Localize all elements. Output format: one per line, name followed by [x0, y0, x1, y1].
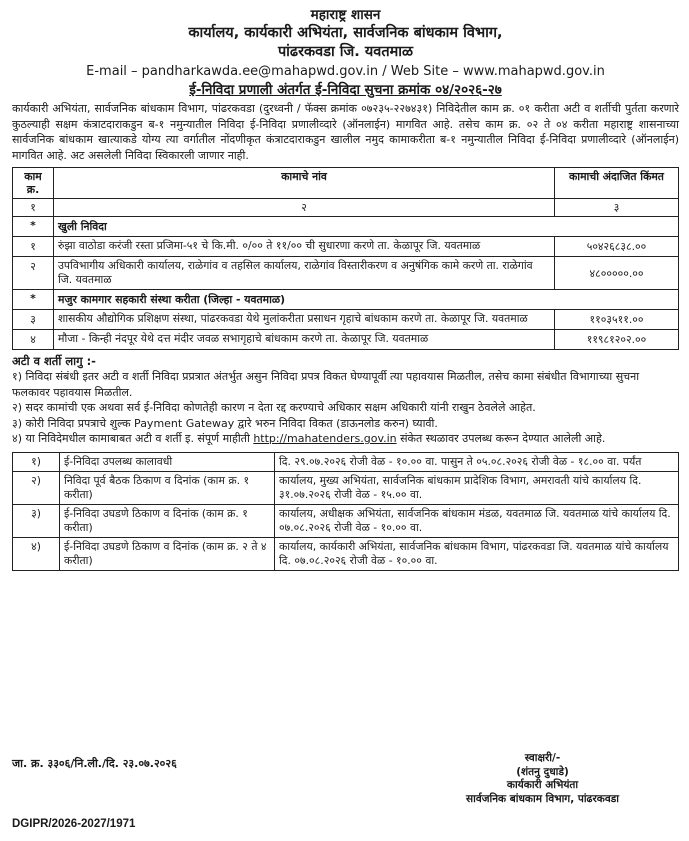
work-name: शासकीय औद्योगिक प्रशिक्षण संस्था, पांढरकवडा येथे मुलांकरीता प्रसाधन गृहाचे बांधकाम करणे ता. केळापूर जि. यवतमाळ [54, 310, 555, 330]
term-text: संकेत स्थळावर उपलब्ध करून देण्यात आलेली आहे. [396, 432, 606, 445]
category-label: मजुर कामगार सहकारी संस्था करीता (जिल्हा - यवतमाळ) [54, 290, 679, 310]
schedule-sr: १) [13, 453, 60, 472]
table-row [13, 505, 679, 538]
category-row-labour-society [13, 290, 679, 310]
term-item: २) सदर कामांची एक अथवा सर्व ई-निविदा कोणतेही कारण न देता रद्द करण्याचे अधिकार सक्षम अधिकारी यांनी राखुन ठेवलेले आहेत. [12, 401, 536, 415]
table-row [13, 472, 679, 505]
work-name: रुंझा वाठोडा करंजी रस्ता प्रजिमा-५१ चे कि.मी. ०/०० ते ११/०० ची सुधारणा करणे ता. केळापूर जि. यवतमाळ [54, 237, 555, 257]
work-cost: ५०४२६८३८.०० [555, 237, 679, 257]
term-text: ४) या निविदेमधील कामाबाबत अटी व शर्ती इ. संपूर्ण माहीती [12, 432, 254, 445]
work-name: मौजा - किन्ही नंदपूर येथे दत्त मंदीर जवळ सभागृहाचे बांधकाम करणे ता. केळापूर जि. यवतमाळ [54, 330, 555, 350]
col-work-no: काम क्र. [13, 168, 54, 199]
signature-mark: स्वाक्षरी/- [524, 752, 561, 764]
work-no: ४ [13, 330, 54, 350]
dgipr-number: DGIPR/2026-2027/1971 [12, 818, 136, 830]
works-table [12, 167, 679, 350]
work-cost: ११९८१२०२.०० [555, 330, 679, 350]
schedule-detail: कार्यालय, मुख्य अभियंता, सार्वजनिक बांधकाम प्रादेशिक विभाग, अमरावती यांचे कार्यालय दि. ३१.०७.२०२६ रोजी वेळ - १५.०० वा. [275, 472, 679, 505]
category-label: खुली निविदा [54, 217, 679, 237]
terms-list [12, 369, 679, 446]
terms-title: अटी व शर्ती लागु :- [12, 354, 96, 369]
col-number: २ [54, 199, 555, 217]
schedule-table [12, 452, 679, 571]
table-row [13, 453, 679, 472]
office-location: पांढरकवडा जि. यवतमाळ [277, 44, 414, 60]
schedule-item: ई-निविदा उघडणे ठिकाण व दिनांक (काम क्र. १ करीता) [60, 505, 275, 538]
table-row [13, 310, 679, 330]
schedule-detail: कार्यालय, कार्यकारी अभियंता, सार्वजनिक बांधकाम विभाग, पांढरकवडा जि. यवतमाळ यांचे कार्यालय दि. ०७.०८.२०२६ रोजी वेळ - १०.०० वा. [275, 538, 679, 571]
column-number-row [13, 199, 679, 217]
table-row [13, 257, 679, 290]
term-item: ३) कोरी निविदा प्रपत्राचे शुल्क Payment Gateway द्वारे भरुन निविदा विकत (डाऊनलोड करुन) घ्यावी. [12, 416, 438, 430]
mahatenders-link[interactable]: http://mahatenders.gov.in [253, 432, 397, 445]
schedule-sr: ३) [13, 505, 60, 538]
term-item [12, 431, 679, 446]
schedule-detail: दि. २९.०७.२०२६ रोजी वेळ - १०.०० वा. पासुन ते ०५.०८.२०२६ रोजी वेळ - १८.०० वा. पर्यंत [275, 453, 679, 472]
contact-line: E-mail – pandharkawda.ee@mahapwd.gov.in / Web Site – www.mahapwd.gov.in [86, 64, 605, 79]
table-row [13, 330, 679, 350]
table-row [13, 237, 679, 257]
work-no: १ [13, 237, 54, 257]
signature-block [466, 752, 619, 806]
signatory-name: (शंतनु दुधाडे) [516, 765, 569, 778]
signatory-office: सार्वजनिक बांधकाम विभाग, पांढरकवडा [466, 792, 619, 805]
table-row [13, 538, 679, 571]
work-cost: ११०३५११.०० [555, 310, 679, 330]
category-marker: * [13, 217, 54, 237]
schedule-item: ई-निविदा उपलब्ध कालावधी [60, 453, 275, 472]
schedule-sr: २) [13, 472, 60, 505]
signatory-designation: कार्यकारी अभियंता [506, 779, 579, 791]
work-cost: ४८०००००.०० [555, 257, 679, 290]
col-work-name: कामाचे नांव [54, 168, 555, 199]
govt-title: महाराष्ट्र शासन [310, 7, 381, 23]
schedule-item: निविदा पूर्व बैठक ठिकाण व दिनांक (काम क्र. १ करीता) [60, 472, 275, 505]
intro-paragraph: कार्यकारी अभियंता, सार्वजनिक बांधकाम विभाग, पांढरकवडा (दुरध्वनी / फॅक्स क्रमांक ०७२३५-२२७४३१) निविदेतील काम क्र. ०१ करीता अटी व शर्तीची पुर्तता करणारे कुठल्याही सक्षम कंत्राटदाराकडुन ब-१ नमुन्यातील निविदा ई-निविदा प्रणालीव्दारे (ऑनलाईन) मागवित आहे. तसेच काम क्र. ०२ ते ०४ करीता महाराष्ट्र शासनाच्या सार्वजनिक बांधकाम खात्याकडे योग्य त्या वर्गातील नोंदणीकृत कंत्राटदाराकडुन खालील नमुद कामाकरीता ब-१ नमुन्यातील निविदा ई-निविदा प्रणालीव्दारे (ऑनलाईन) मागवित आहे. अट असलेली निविदा स्विकारली जाणार नाही. [12, 102, 679, 162]
works-header-row [13, 168, 679, 199]
notice-number: ई-निविदा प्रणाली अंतर्गत ई-निविदा सुचना क्रमांक ०४/२०२६-२७ [189, 82, 502, 98]
schedule-detail: कार्यालय, अधीक्षक अभियंता, सार्वजनिक बांधकाम मंडळ, यवतमाळ जि. यवतमाळ यांचे कार्यालय दि. ०७.०८.२०२६ रोजी वेळ - १०.०० वा. [275, 505, 679, 538]
work-name: उपविभागीय अधिकारी कार्यालय, राळेगांव व तहसिल कार्यालय, राळेगांव विस्तारीकरण व अनुषंगिक कामे करणे ता. राळेगांव जि. यवतमाळ [54, 257, 555, 290]
schedule-sr: ४) [13, 538, 60, 571]
schedule-item: ई-निविदा उघडणे ठिकाण व दिनांक (काम क्र. २ ते ४ करीता) [60, 538, 275, 571]
col-number: ३ [555, 199, 679, 217]
term-item: १) निविदा संबंधी इतर अटी व शर्ती निविदा प्रप्रत्रात अंतर्भुत असुन निविदा प्रपत्र विकत घेण्यापूर्वी त्या पहावयास मिळतील, तसेच कामा संबंधीत विभागाच्या सुचना फलकावर पहावयास मिळतील. [12, 370, 640, 399]
col-estimated-cost: कामाची अंदाजित किंमत [555, 168, 679, 199]
reference-number: जा. क्र. ३३०६/नि.ली./दि. २३.०७.२०२६ [12, 757, 177, 770]
category-row-open-tender [13, 217, 679, 237]
office-title: कार्यालय, कार्यकारी अभियंता, सार्वजनिक बांधकाम विभाग, [188, 25, 503, 41]
work-no: २ [13, 257, 54, 290]
col-number: १ [13, 199, 54, 217]
work-no: ३ [13, 310, 54, 330]
category-marker: * [13, 290, 54, 310]
